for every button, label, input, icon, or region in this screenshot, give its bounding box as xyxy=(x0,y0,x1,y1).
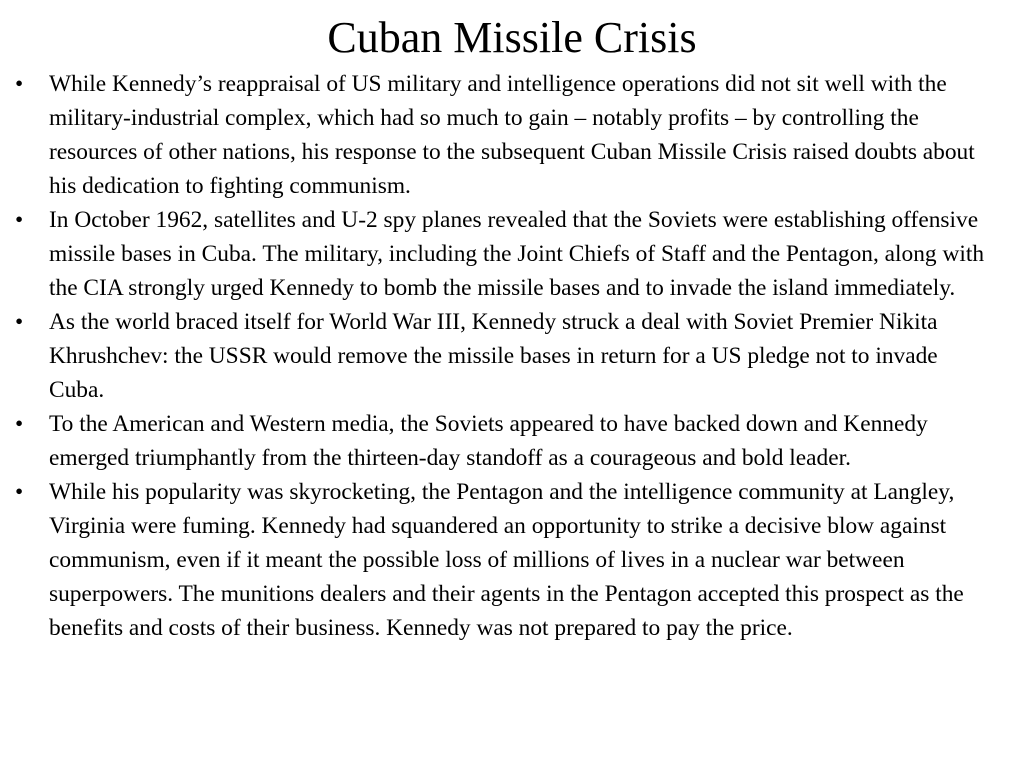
bullet-icon: • xyxy=(15,207,24,233)
bullet-item-1 xyxy=(0,67,1024,203)
bullet-icon: • xyxy=(15,479,24,505)
bullet-item-4 xyxy=(0,407,1024,475)
bullet-text: As the world braced itself for World War III, Kennedy struck a deal with Soviet Premier Nikita Khrushchev: the USSR would remove the missile bases in return for a US pledge not to invade Cuba. xyxy=(49,309,938,403)
bullet-item-2 xyxy=(0,203,1024,305)
bullet-item-5 xyxy=(0,475,1024,645)
bullet-item-3 xyxy=(0,305,1024,407)
bullet-icon: • xyxy=(15,309,24,335)
bullet-text: While his popularity was skyrocketing, the Pentagon and the intelligence community at Langley, Virginia were fuming. Kennedy had squandered an opportunity to strike a decisive blow against communism, even if it meant the possible loss of millions of lives in a nuclear war between superpowers. The munitions dealers and their agents in the Pentagon accepted this prospect as the benefits and costs of their business. Kennedy was not prepared to pay the price. xyxy=(49,479,964,641)
slide-title: Cuban Missile Crisis xyxy=(327,13,697,62)
bullet-text: To the American and Western media, the Soviets appeared to have backed down and Kennedy emerged triumphantly from the thirteen-day standoff as a courageous and bold leader. xyxy=(49,411,928,471)
bullet-icon: • xyxy=(15,71,24,97)
bullet-text: While Kennedy’s reappraisal of US military and intelligence operations did not sit well with the military-industrial complex, which had so much to gain – notably profits – by controlling the resources of other nations, his response to the subsequent Cuban Missile Crisis raised doubts about his dedication to fighting communism. xyxy=(49,71,975,199)
bullet-icon: • xyxy=(15,411,24,437)
bullet-list xyxy=(0,67,1024,645)
bullet-text: In October 1962, satellites and U-2 spy planes revealed that the Soviets were establishing offensive missile bases in Cuba. The military, including the Joint Chiefs of Staff and the Pentagon, along with the CIA strongly urged Kennedy to bomb the missile bases and to invade the island immediately. xyxy=(49,207,985,301)
